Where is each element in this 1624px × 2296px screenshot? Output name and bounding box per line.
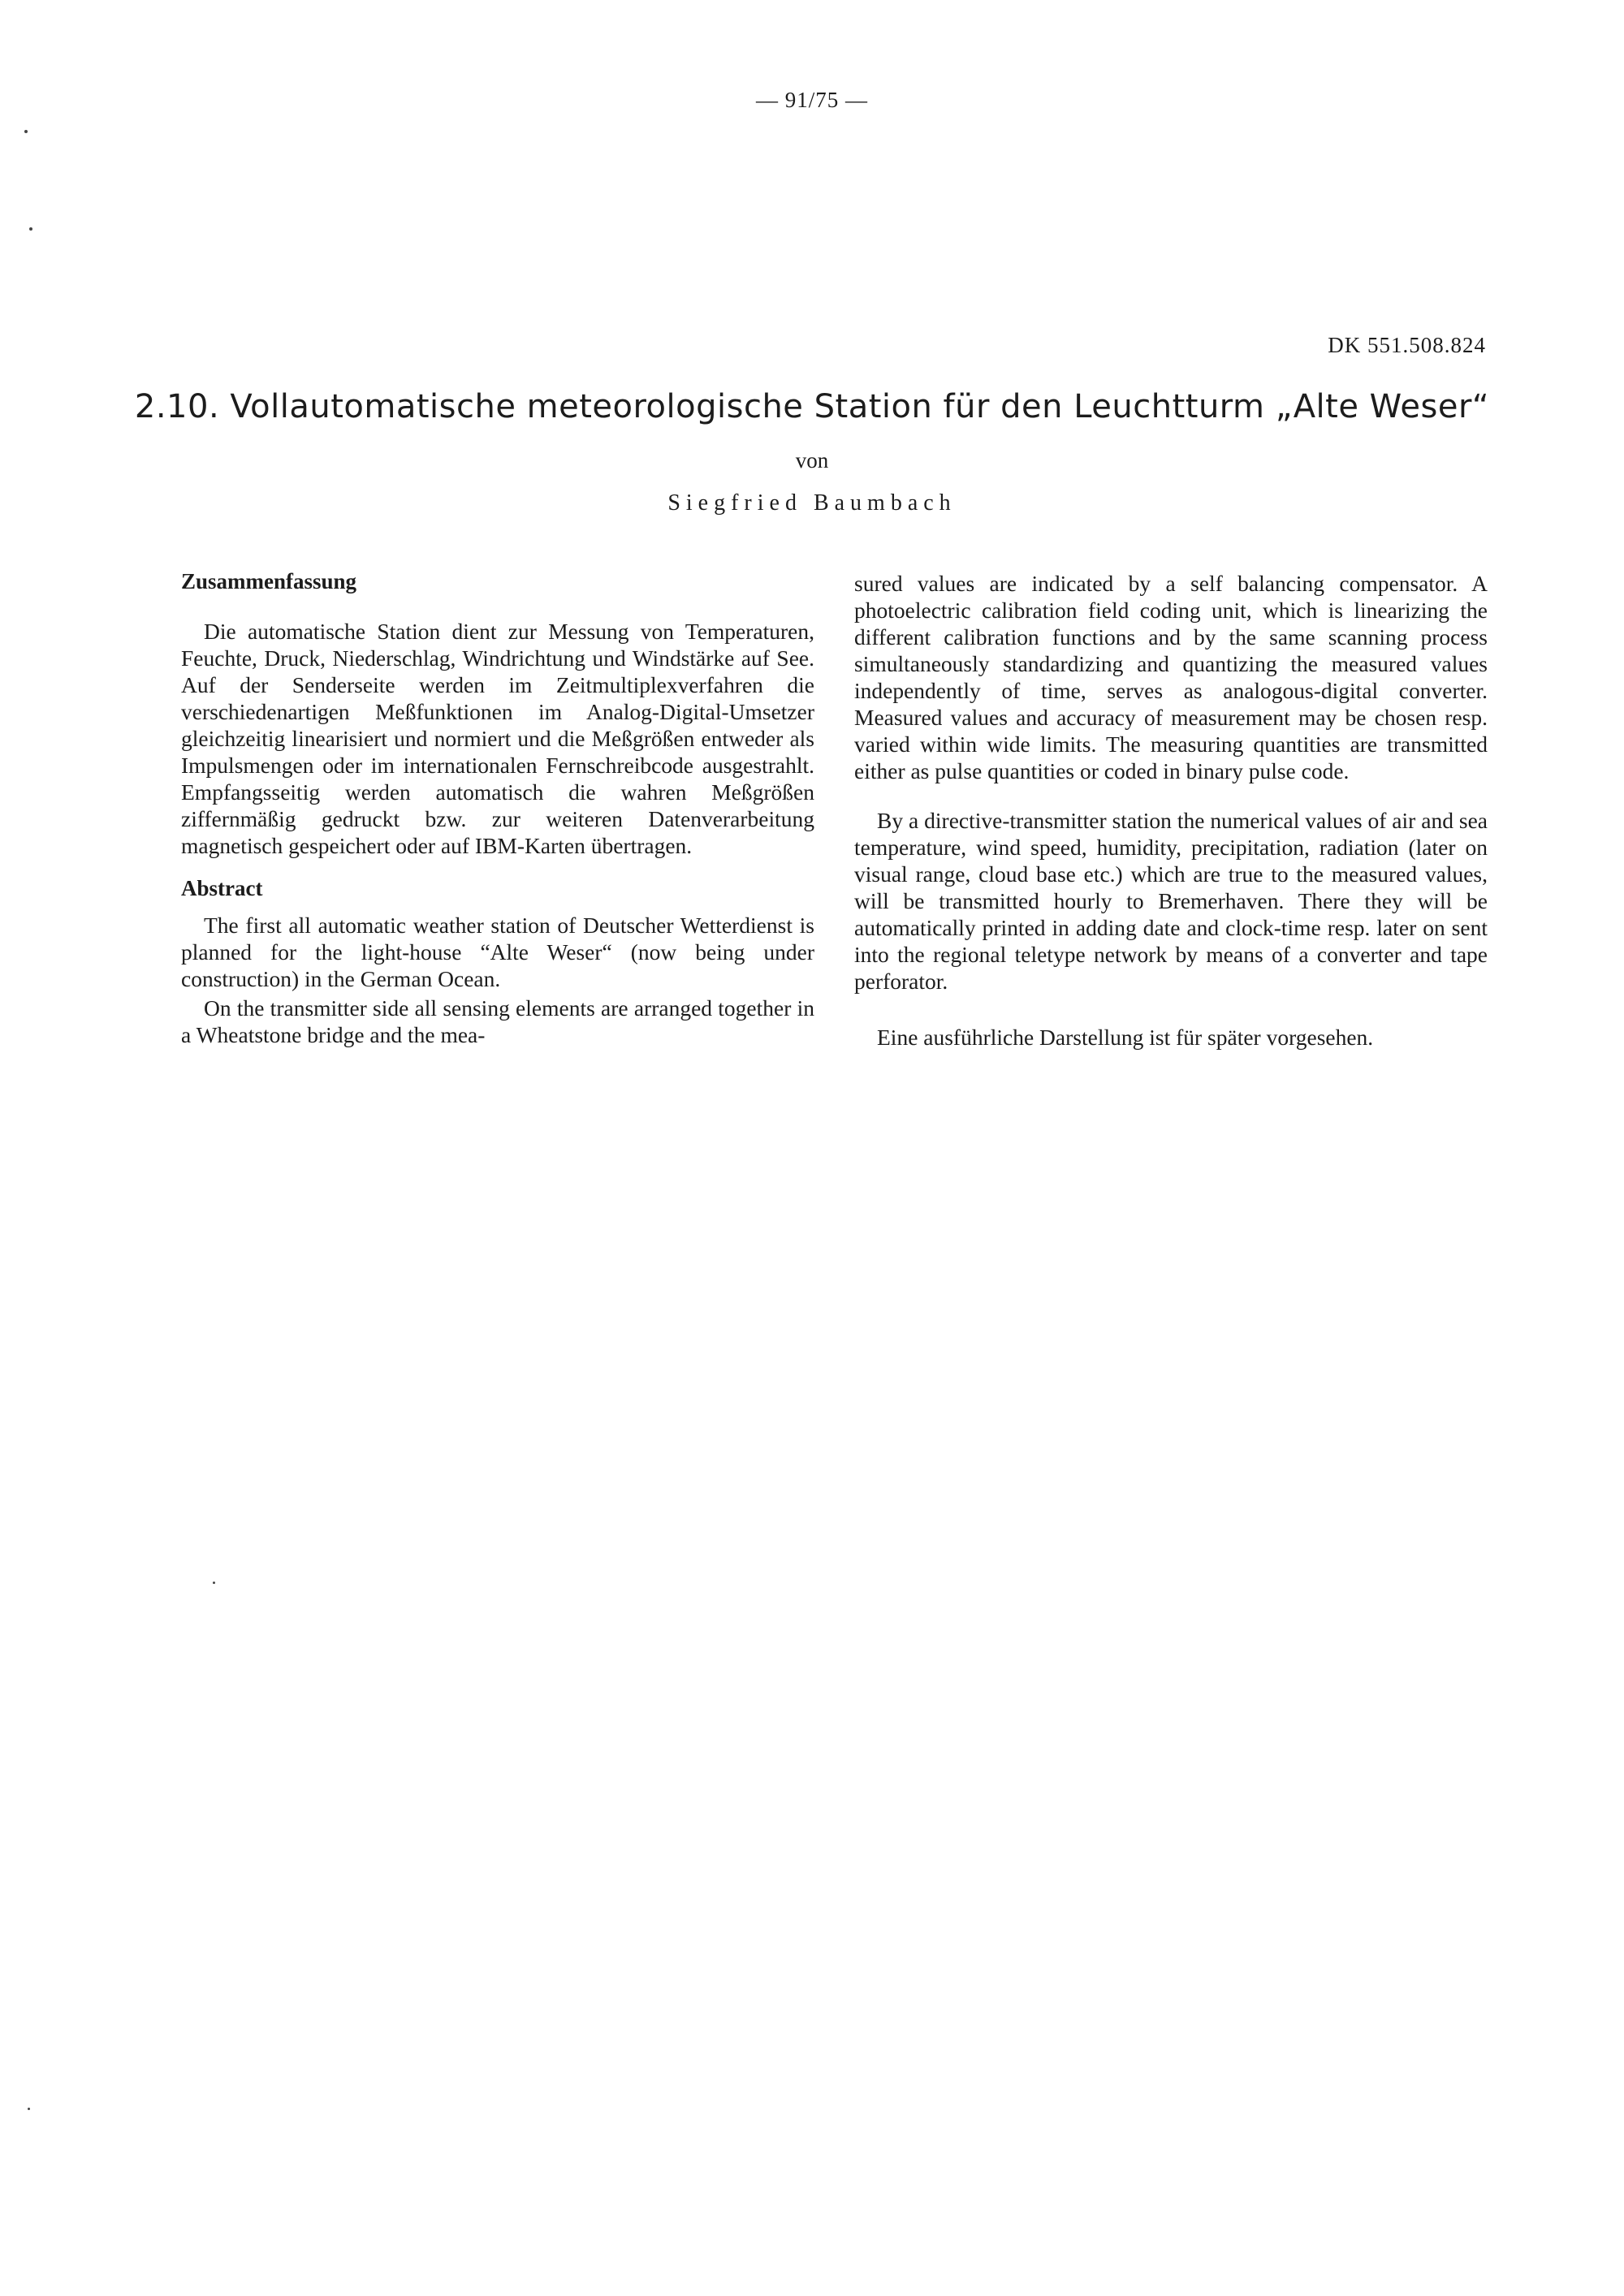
closing-note: Eine ausführliche Darstellung ist für später vorgesehen.	[877, 1025, 1374, 1050]
left-column	[181, 568, 814, 1048]
scan-speck	[29, 227, 32, 231]
abstract-paragraph-3: By a directive-transmitter station the numerical values of air and sea temperature, wind speed, humidity, precipitation, radiation (later on visual range, cloud base etc.) which are true to the measured values, will be transmitted hourly to Bremerhaven. There they will be automatically printed in adding date and clock-time resp. later on sent into the regional teletype network by means of a converter and tape perforator.	[854, 808, 1488, 994]
dk-classification-code: DK 551.508.824	[1328, 333, 1486, 357]
abstract-continuation: sured values are indicated by a self balancing compensator. A photoelectric calibration field coding unit, which is linearizing the different calibration functions and by the same scanning process simultaneously standardizing and quantizing the measured values independently of time, serves as analogous-digital converter. Measured values and accuracy of measurement may be chosen resp. varied within wide limits. The measuring quantities are transmitted either as pulse quantities or coded in binary pulse code.	[854, 571, 1488, 783]
article-title: 2.10. Vollautomatische meteorologische Station für den Leuchtturm „Alte Weser“	[134, 388, 1490, 425]
byline-prefix: von	[795, 448, 829, 473]
scan-speck	[28, 2108, 30, 2110]
abstract-heading: Abstract	[181, 876, 263, 900]
summary-heading: Zusammenfassung	[181, 569, 357, 593]
scan-speck	[213, 1582, 215, 1584]
abstract-paragraph-2: On the transmitter side all sensing elements are arranged together in a Wheatstone bridge and the mea-	[181, 995, 814, 1047]
abstract-paragraph-1: The first all automatic weather station of Deutscher Wetterdienst is planned for the light-house “Alte Weser“ (now being under construction) in the German Ocean.	[181, 913, 814, 991]
author-name: Siegfried Baumbach	[667, 490, 957, 516]
page-number: — 91/75 —	[755, 88, 868, 112]
scan-speck	[24, 130, 28, 133]
summary-paragraph: Die automatische Station dient zur Messung von Temperaturen, Feuchte, Druck, Niederschlag, Windrichtung und Windstärke auf See. Auf der Senderseite werden im Zeitmultiplexverfahren die verschiedenartigen Meßfunktionen im Analog-Digital-Umsetzer gleichzeitig linearisiert und normiert und die Meßgrößen entweder als Impulsmengen oder im internationalen Fernschreibcode ausgestrahlt. Empfangsseitig werden automatisch die wahren Meßgrößen ziffernmäßig gedruckt bzw. zur weiteren Datenverarbeitung magnetisch gespeichert oder auf IBM-Karten übertragen.	[181, 619, 814, 858]
right-column	[854, 570, 1488, 1051]
